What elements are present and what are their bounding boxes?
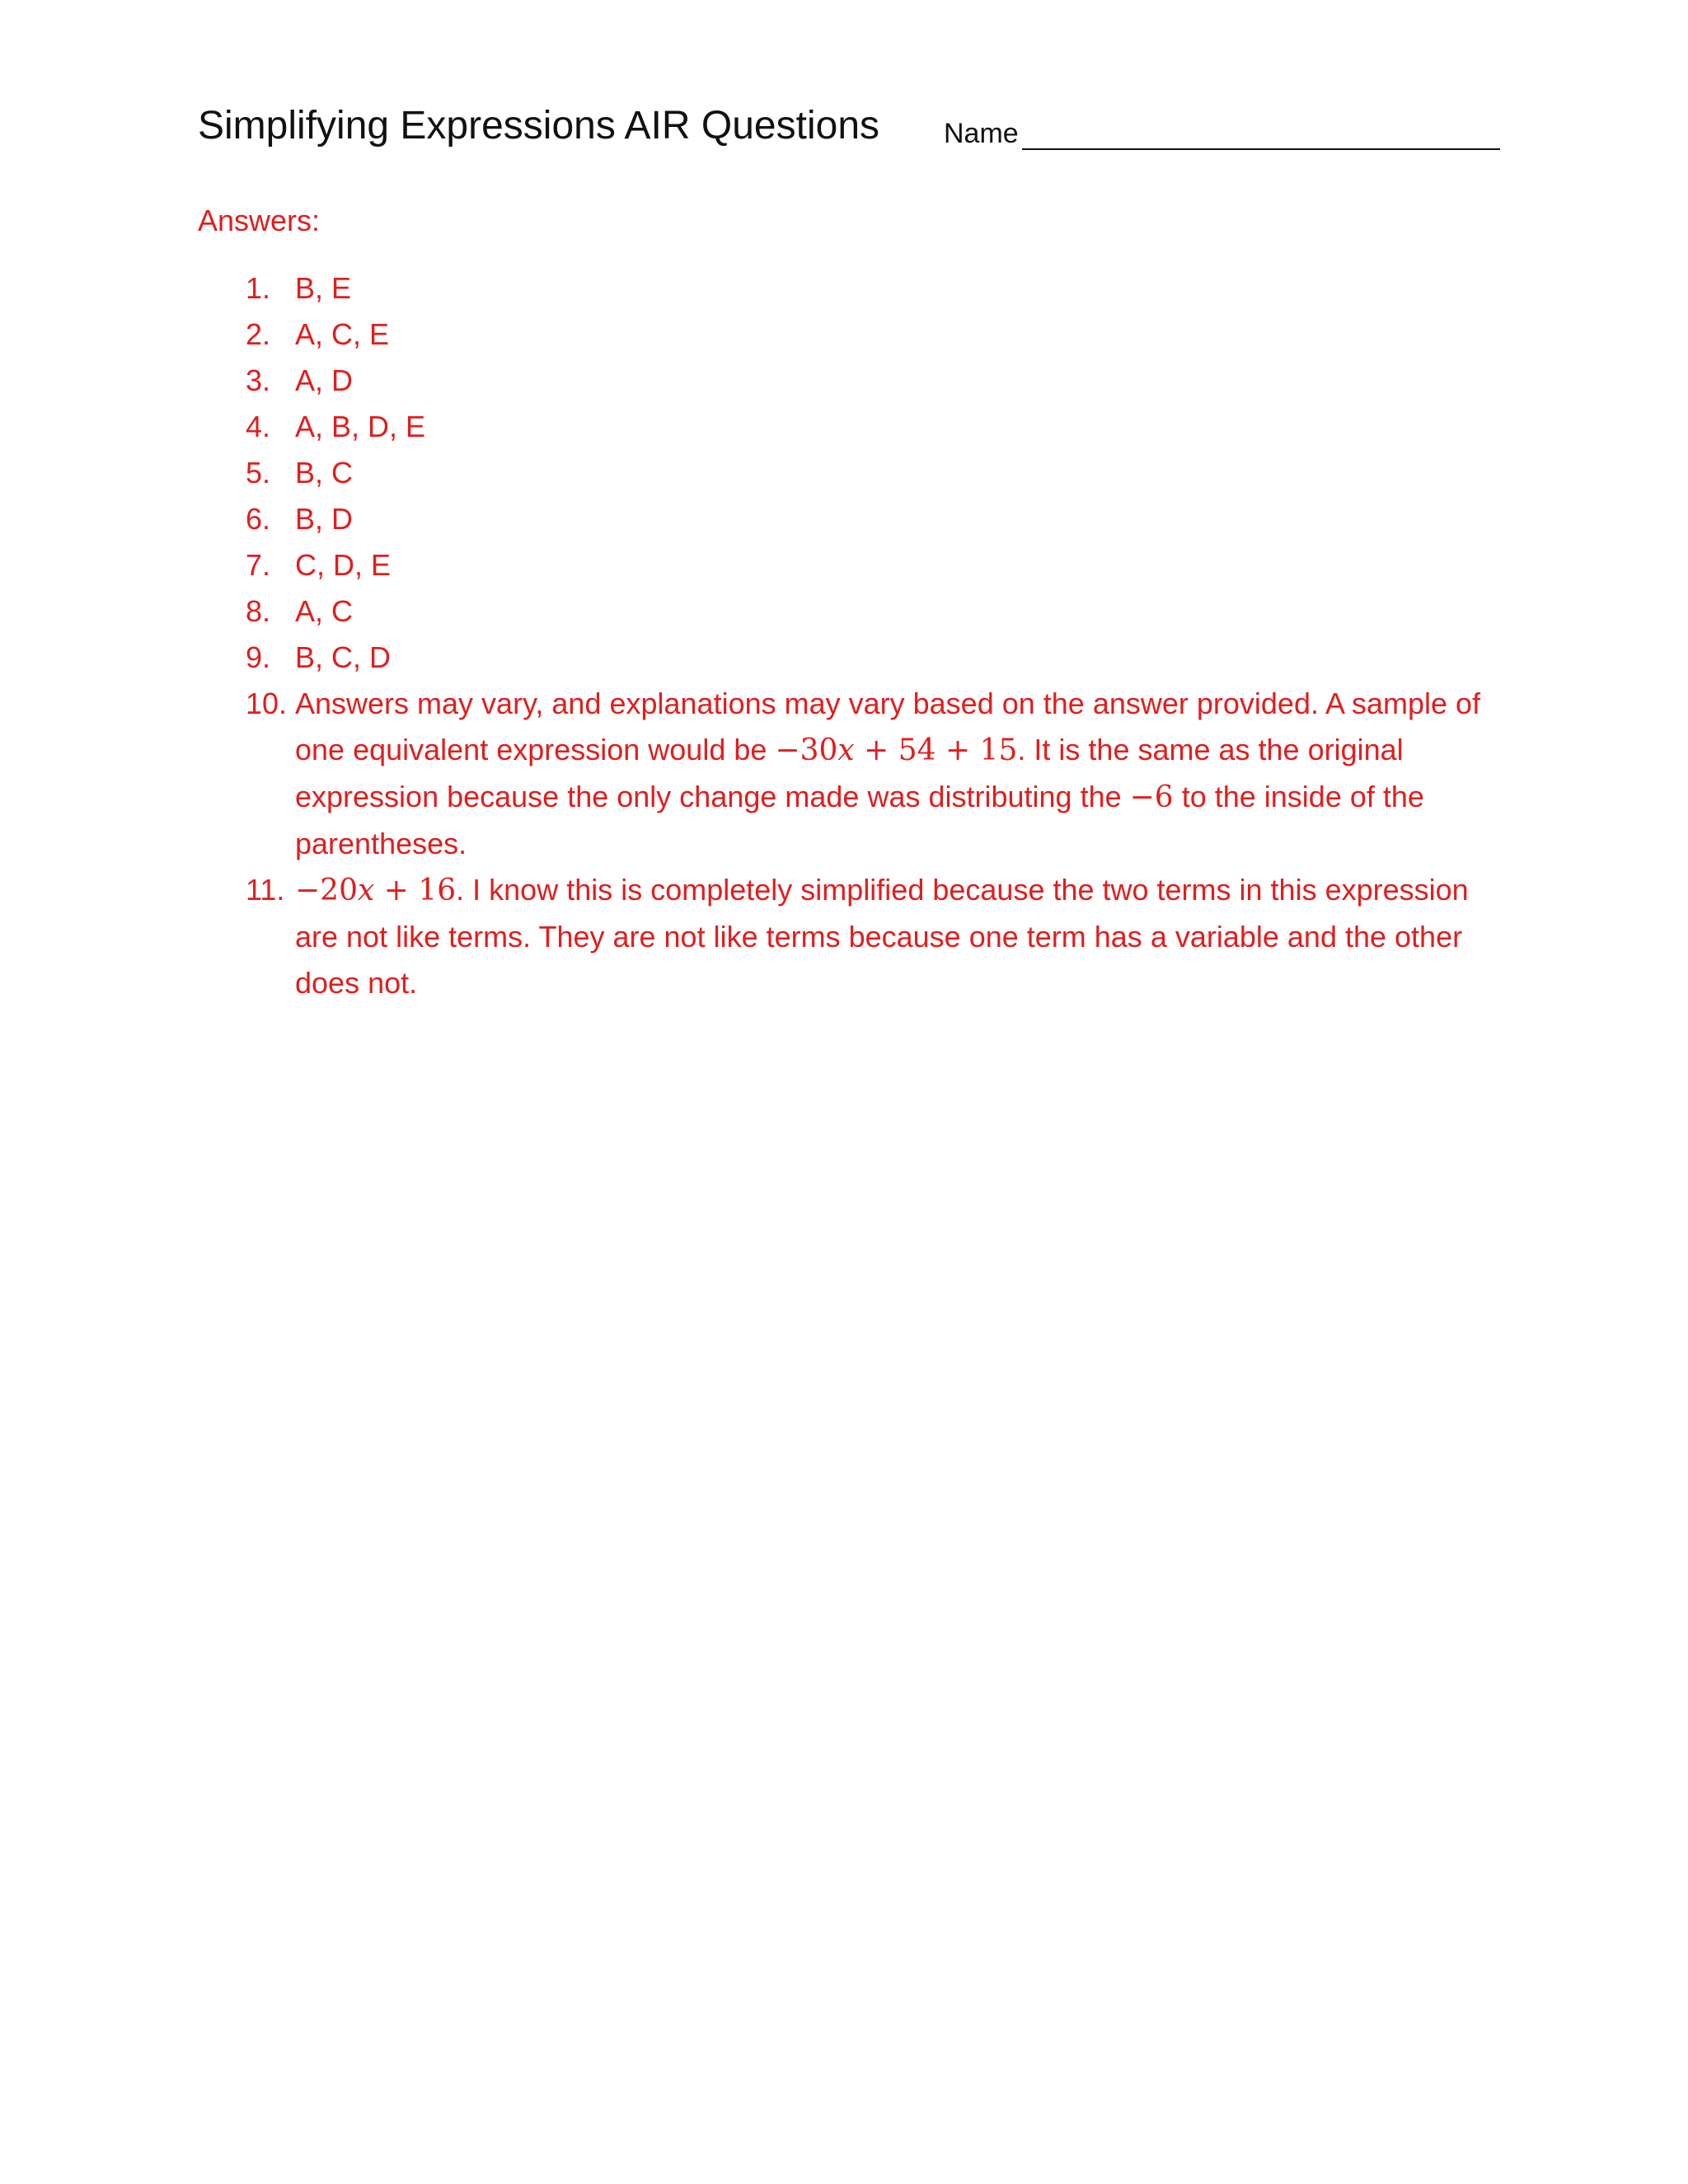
name-blank-line	[1022, 148, 1500, 150]
item-text-part: to the inside of the parentheses.	[295, 780, 1424, 860]
math-part: −30	[775, 733, 838, 767]
item-number: 4.	[246, 410, 271, 443]
item-number: 9.	[246, 640, 271, 674]
name-field	[944, 109, 1500, 158]
list-item	[246, 265, 1482, 312]
item-text: A, D	[295, 363, 354, 397]
answer-list	[246, 265, 1482, 1006]
list-item-11	[246, 867, 1482, 1006]
math-variable: x	[357, 874, 375, 907]
answers-heading: Answers:	[198, 204, 321, 237]
math-expression	[775, 733, 1017, 767]
item-text: C, D, E	[295, 548, 392, 582]
math-part: + 54 + 15	[854, 733, 1018, 767]
item-text: A, C	[295, 594, 354, 628]
math-expression	[295, 874, 456, 907]
item-number: 2.	[246, 317, 271, 351]
item-number: 5.	[246, 456, 271, 490]
list-item	[246, 358, 1482, 404]
list-item	[246, 588, 1482, 635]
item-text: B, E	[295, 271, 352, 305]
list-item	[246, 404, 1482, 450]
page-header	[198, 97, 1500, 163]
item-text-part: . I know this is completely simplified because the two terms in this expression are not like terms. They are not like terms because one term has a variable and the other does not.	[295, 873, 1469, 1000]
list-item	[246, 450, 1482, 496]
item-number: 7.	[246, 548, 271, 582]
list-item-10	[246, 681, 1482, 867]
list-item	[246, 542, 1482, 588]
math-expression: −6	[1129, 780, 1174, 814]
item-text-part: Answers may vary, and explanations may vary based on the answer provided. A sample of one equivalent expression would be	[295, 687, 1481, 766]
list-item	[246, 635, 1482, 681]
item-text: A, C, E	[295, 317, 390, 351]
item-text: B, C	[295, 456, 354, 490]
page-title: Simplifying Expressions AIR Questions	[198, 104, 880, 148]
math-part: −20	[295, 874, 358, 907]
item-number: 3.	[246, 363, 271, 397]
item-number: 11.	[246, 873, 285, 907]
item-number: 8.	[246, 594, 271, 628]
math-part: + 16	[374, 874, 457, 907]
item-text: B, C, D	[295, 640, 392, 674]
list-item	[246, 312, 1482, 358]
name-label: Name	[944, 118, 1019, 149]
item-text: A, B, D, E	[295, 410, 426, 443]
math-variable: x	[837, 733, 855, 767]
item-text: B, D	[295, 502, 354, 536]
list-item	[246, 496, 1482, 542]
item-number: 10.	[246, 687, 288, 720]
item-text-part: . It is the same as the original expression because the only change made was distributing the	[295, 733, 1404, 813]
item-number: 6.	[246, 502, 271, 536]
item-number: 1.	[246, 271, 271, 305]
